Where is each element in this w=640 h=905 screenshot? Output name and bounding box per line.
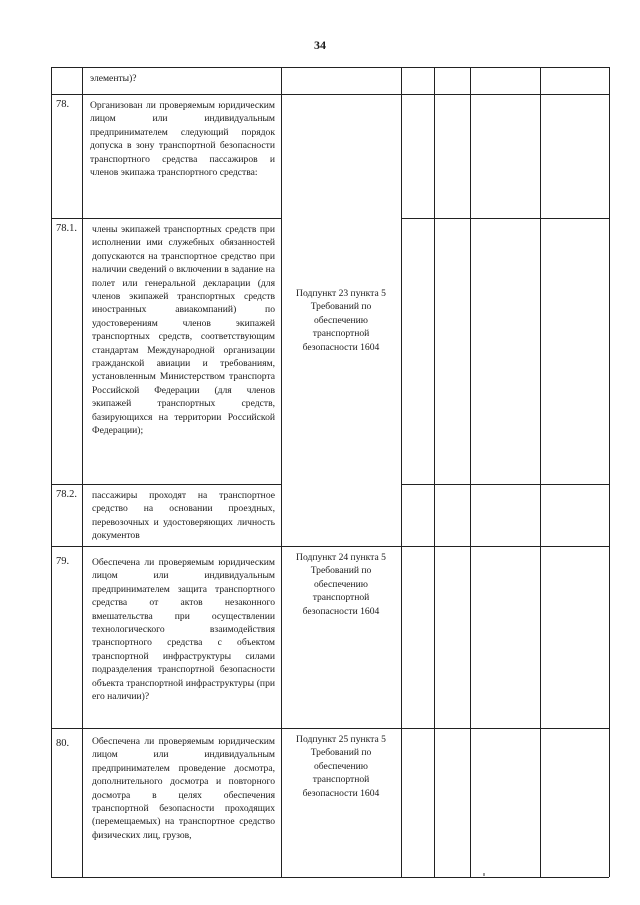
row-number: 78.1. [56,223,77,234]
row-border [51,877,609,878]
requirement-reference: Подпункт 23 пункта 5 Требований по обеспечению транспортной безопасности 1604 [296,288,386,353]
page-number: 34 [314,38,326,52]
requirement-reference: Подпункт 25 пункта 5 Требований по обеспечению транспортной безопасности 1604 [296,734,386,799]
scan-mark [483,873,485,876]
column-border [540,67,541,877]
row-text: члены экипажей транспортных средств при исполнении ими служебных обязанностей допускаются на транспортное средство при наличии сведений о включении в задание на полет или генеральной декларации (для членов экипажей транспортных средств иностранных авиакомпаний) по удостоверениям членов экипажей транспортных средств, соответствующим стандартам Международной организации гражданской авиации и требованиям, установленным Министерством транспорта Российской Федерации (для членов экипажей транспортных средств, базирующихся на территории Российской Федерации); [92,224,275,437]
row-border [401,218,609,219]
row-text: элементы)? [90,73,137,84]
column-border [609,67,610,877]
row-number: 78. [56,99,70,110]
column-border [401,67,402,877]
row-border [51,484,281,485]
row-number: 78.2. [56,489,77,500]
row-number: 80. [56,738,70,749]
row-text: Обеспечена ли проверяемым юридическим лицом или индивидуальным предпринимателем защита транспортного средства от актов незаконного вмешательства при осуществлении технологического взаимодействия транспортного средства с объектом транспортной инфраструктуры силами подразделения транспортной безопасности объекта транспортной инфраструктуры (при его наличии)? [92,557,275,703]
row-number: 79. [56,556,70,567]
row-border [401,484,609,485]
requirement-reference: Подпункт 24 пункта 5 Требований по обеспечению транспортной безопасности 1604 [296,552,386,617]
row-text: пассажиры проходят на транспортное средство на основании проездных, перевозочных и удостоверяющих личность документов [92,490,275,542]
column-border [470,67,471,877]
row-text: Организован ли проверяемым юридическим лицом или индивидуальным предпринимателем следующий порядок допуска в зону транспортной безопасности транспортного средства пассажиров и членов экипажа транспортного средства: [90,100,275,179]
row-border [51,67,609,68]
row-border [51,94,609,95]
column-border [434,67,435,877]
column-border [51,67,52,877]
row-text: Обеспечена ли проверяемым юридическим лицом или индивидуальным предпринимателем проведение досмотра, дополнительного досмотра и повторного досмотра в целях обеспечения транспортной безопасности проходящих (перемещаемых) на транспортное средство физических лиц, грузов, [92,736,275,841]
column-border [82,67,83,877]
row-border [51,728,609,729]
row-border [51,546,609,547]
column-border [281,67,282,877]
row-border [51,218,281,219]
